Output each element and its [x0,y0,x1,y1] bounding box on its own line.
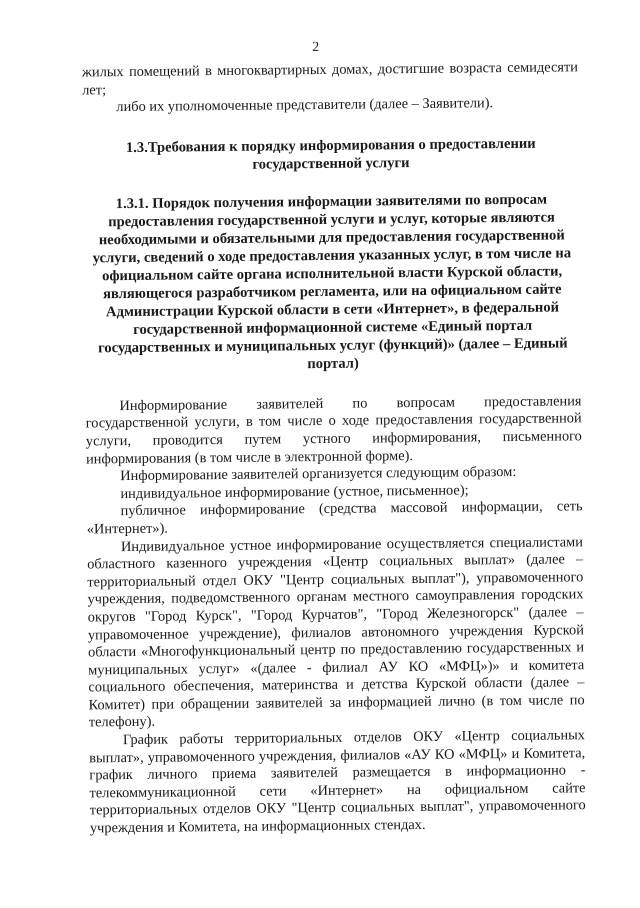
body-paragraph: Информирование заявителей по вопросам предоставления государственной услуги, в том числе о ходе предоставления государственной услуги, проводится путем устного информирования, письменного информирования (в том числе в электронной форме). [85,393,582,468]
section-heading: 1.3.Требования к порядку информирования о предоставлении государственной услуги [125,135,536,173]
body-paragraph: Информирование заявителей организуется следующим образом: [120,464,517,485]
body-paragraph: Индивидуальное устное информирование осуществляется специалистами областного казенного учреждения «Центр социальных выплат» (далее – территориальный отдел ОКУ "Центр социальных выплат"), управомоченного учреждения, подведомственного органам местного самоуправления городских округов "Город Курск", "Город Курчатов", "Город Железногорск" (далее – управомоченное учреждение), филиалов автономного учреждения Курской области «Многофункциональный центр по предоставлению государственных и муниципальных услуг» «(далее - филиал АУ КО «МФЦ»)» и комитета социального обеспечения, материнства и детства Курской области (далее – Комитет) при обращении заявителей за информацией лично (в том числе по телефону). [87,533,585,731]
document-body [82,59,586,838]
continuation-paragraph: либо их уполномоченные представители (далее – Заявители). [116,95,494,116]
body-paragraph: публичное информирование (средства массовой информации, сеть «Интернет»). [86,498,583,538]
body-paragraph: индивидуальное информирование (устное, письменное); [120,482,469,502]
page-number: 2 [312,39,320,56]
continuation-paragraph: жилых помещений в многоквартирных домах, достигшие возраста семидесяти лет; [81,59,579,99]
body-paragraph: График работы территориальных отделов ОКУ «Центр социальных выплат», управомоченного учреждения, филиалов «АУ КО «МФЦ» и Комитета, график личного приема заявителей размещается в информационно - телекоммуникационной сети «Интернет» на официальном сайте территориальных отделов ОКУ "Центр социальных выплат", управомоченного учреждения и Комитета, на информационных стендах. [89,727,586,837]
subsection-heading: 1.3.1. Порядок получения информации заявителями по вопросам предоставления государственной услуги и услуг, которые являются необходимыми и обязательными для предоставления государственной услуги, сведений о ходе предоставления указанных услуг, в том числе на официальном сайте органа исполнительной власти Курской области, являющегося разработчиком регламента, или на официальном сайте Администрации Курской области в сети «Интернет», в федеральной государственной информационной системе «Единый портал государственных и муниципальных услуг (функций)» (далее – Единый портал) [92,191,572,372]
